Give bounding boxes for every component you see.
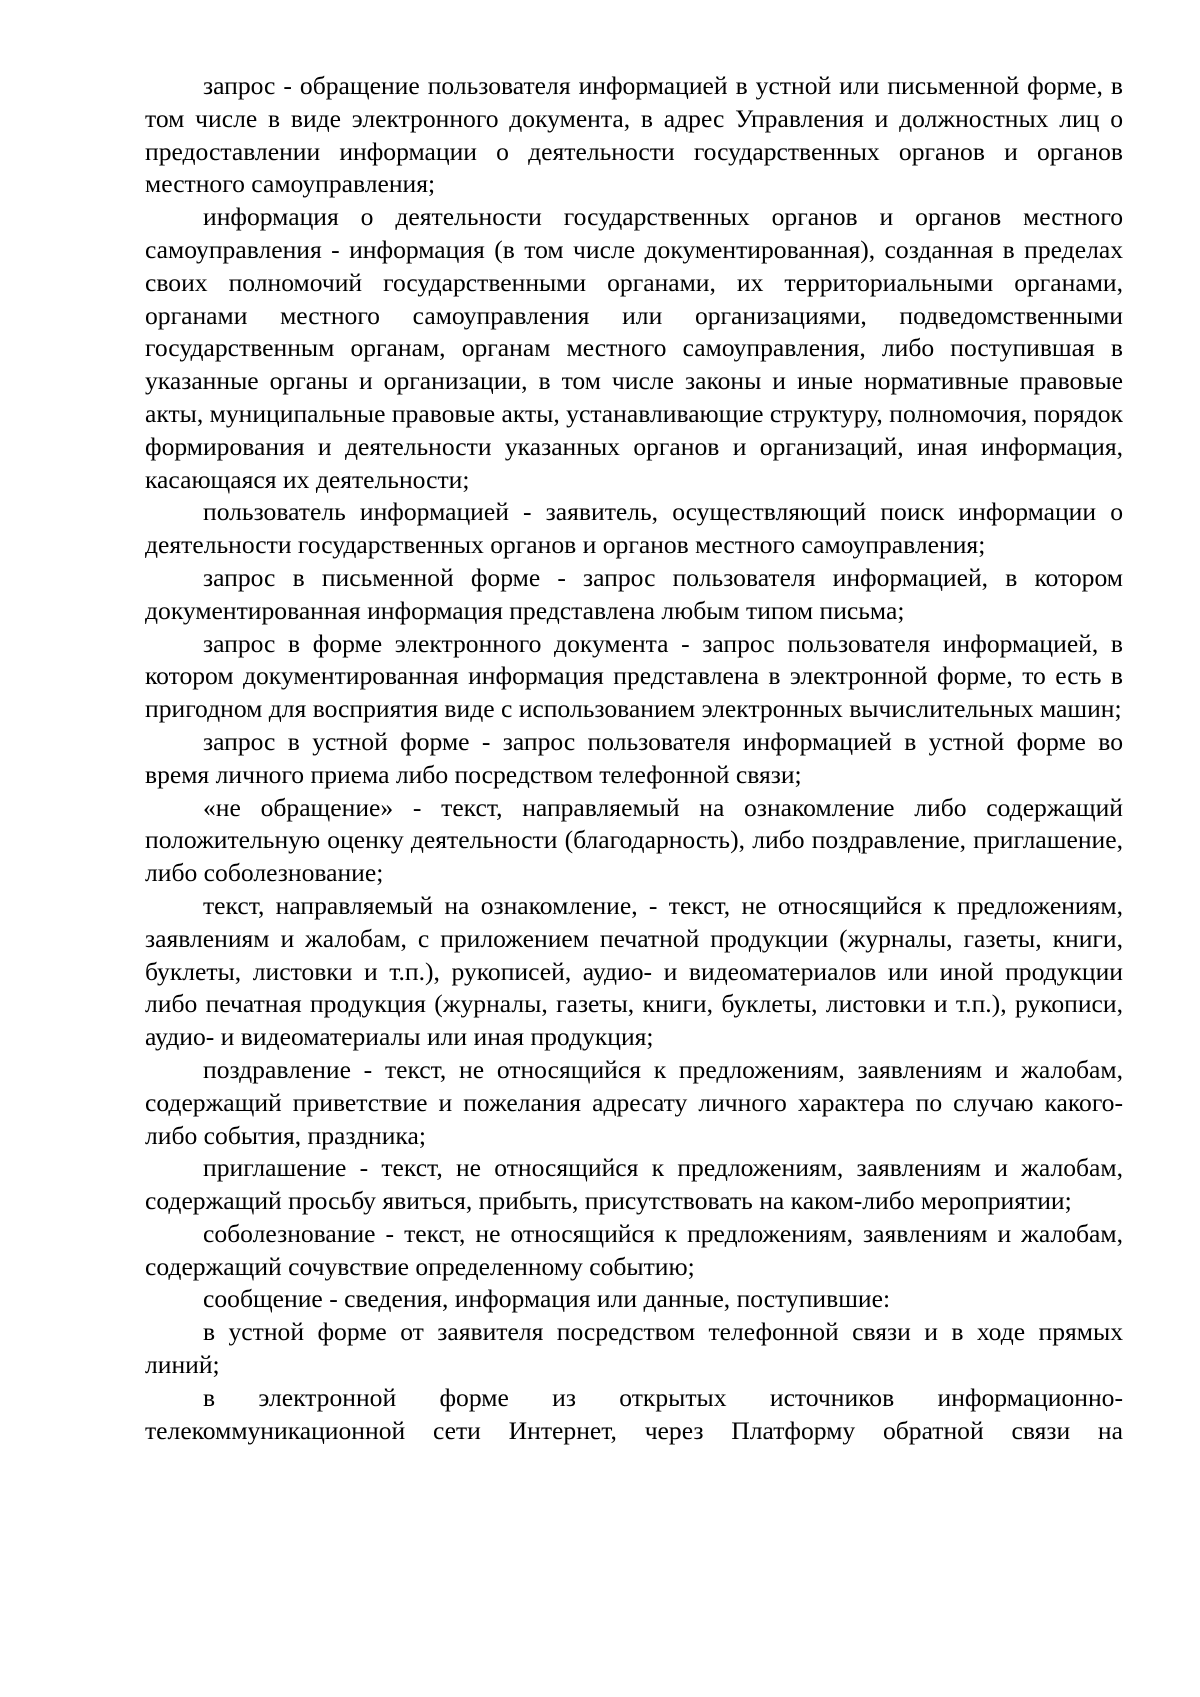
paragraph-definition-written-request: запрос в письменной форме - запрос пользователя информацией, в котором документированная информация представлена любым типом письма; <box>145 562 1123 625</box>
paragraph-definition-information-user: пользователь информацией - заявитель, осуществляющий поиск информации о деятельности государственных органов и органов местного самоуправления; <box>145 497 1123 560</box>
paragraph-definition-informational-text: текст, направляемый на ознакомление, - текст, не относящийся к предложениям, заявлениям и жалобам, с приложением печатной продукции (журналы, газеты, книги, буклеты, листовки и т.п.), рукописей, аудио- и видеоматериалов или иной продукции либо печатная продукция (журналы, газеты, книги, буклеты, листовки и т.п.), рукописи, аудио- и видеоматериалы или иная продукция; <box>145 890 1123 1052</box>
paragraph-message-electronic-form: в электронной форме из открытых источников информационно-телекоммуникационной сети Интернет, через Платформу обратной связи на <box>145 1382 1123 1445</box>
paragraph-definition-message: сообщение - сведения, информация или данные, поступившие: <box>203 1284 891 1314</box>
paragraph-definition-activity-information: информация о деятельности государственных органов и органов местного самоуправления - информация (в том числе документированная), созданная в пределах своих полномочий государственными органами, их территориальными органами, органами местного самоуправления или организациями, подведомственными государственным органам, органам местного самоуправления, либо поступившая в указанные органы и организации, в том числе законы и иные нормативные правовые акты, муниципальные правовые акты, устанавливающие структуру, полномочия, порядок формирования и деятельности указанных органов и организаций, иная информация, касающаяся их деятельности; <box>145 202 1123 494</box>
paragraph-definition-condolence: соболезнование - текст, не относящийся к предложениям, заявлениям и жалобам, содержащий сочувствие определенному событию; <box>145 1218 1123 1281</box>
paragraph-definition-non-appeal: «не обращение» - текст, направляемый на ознакомление либо содержащий положительную оценку деятельности (благодарность), либо поздравление, приглашение, либо соболезнование; <box>145 792 1123 888</box>
paragraph-message-oral-form: в устной форме от заявителя посредством телефонной связи и в ходе прямых линий; <box>145 1317 1123 1380</box>
document-page <box>145 70 1123 1447</box>
paragraph-definition-invitation: приглашение - текст, не относящийся к предложениям, заявлениям и жалобам, содержащий просьбу явиться, прибыть, присутствовать на каком-либо мероприятии; <box>145 1153 1123 1216</box>
paragraph-definition-congratulation: поздравление - текст, не относящийся к предложениям, заявлениям и жалобам, содержащий приветствие и пожелания адресату личного характера по случаю какого-либо события, праздника; <box>145 1054 1123 1150</box>
paragraph-definition-electronic-request: запрос в форме электронного документа - запрос пользователя информацией, в котором документированная информация представлена в электронной форме, то есть в пригодном для восприятия виде с использованием электронных вычислительных машин; <box>145 628 1123 724</box>
paragraph-definition-request: запрос - обращение пользователя информацией в устной или письменной форме, в том числе в виде электронного документа, в адрес Управления и должностных лиц о предоставлении информации о деятельности государственных органов и органов местного самоуправления; <box>145 71 1123 199</box>
paragraph-definition-oral-request: запрос в устной форме - запрос пользователя информацией в устной форме во время личного приема либо посредством телефонной связи; <box>145 726 1123 789</box>
